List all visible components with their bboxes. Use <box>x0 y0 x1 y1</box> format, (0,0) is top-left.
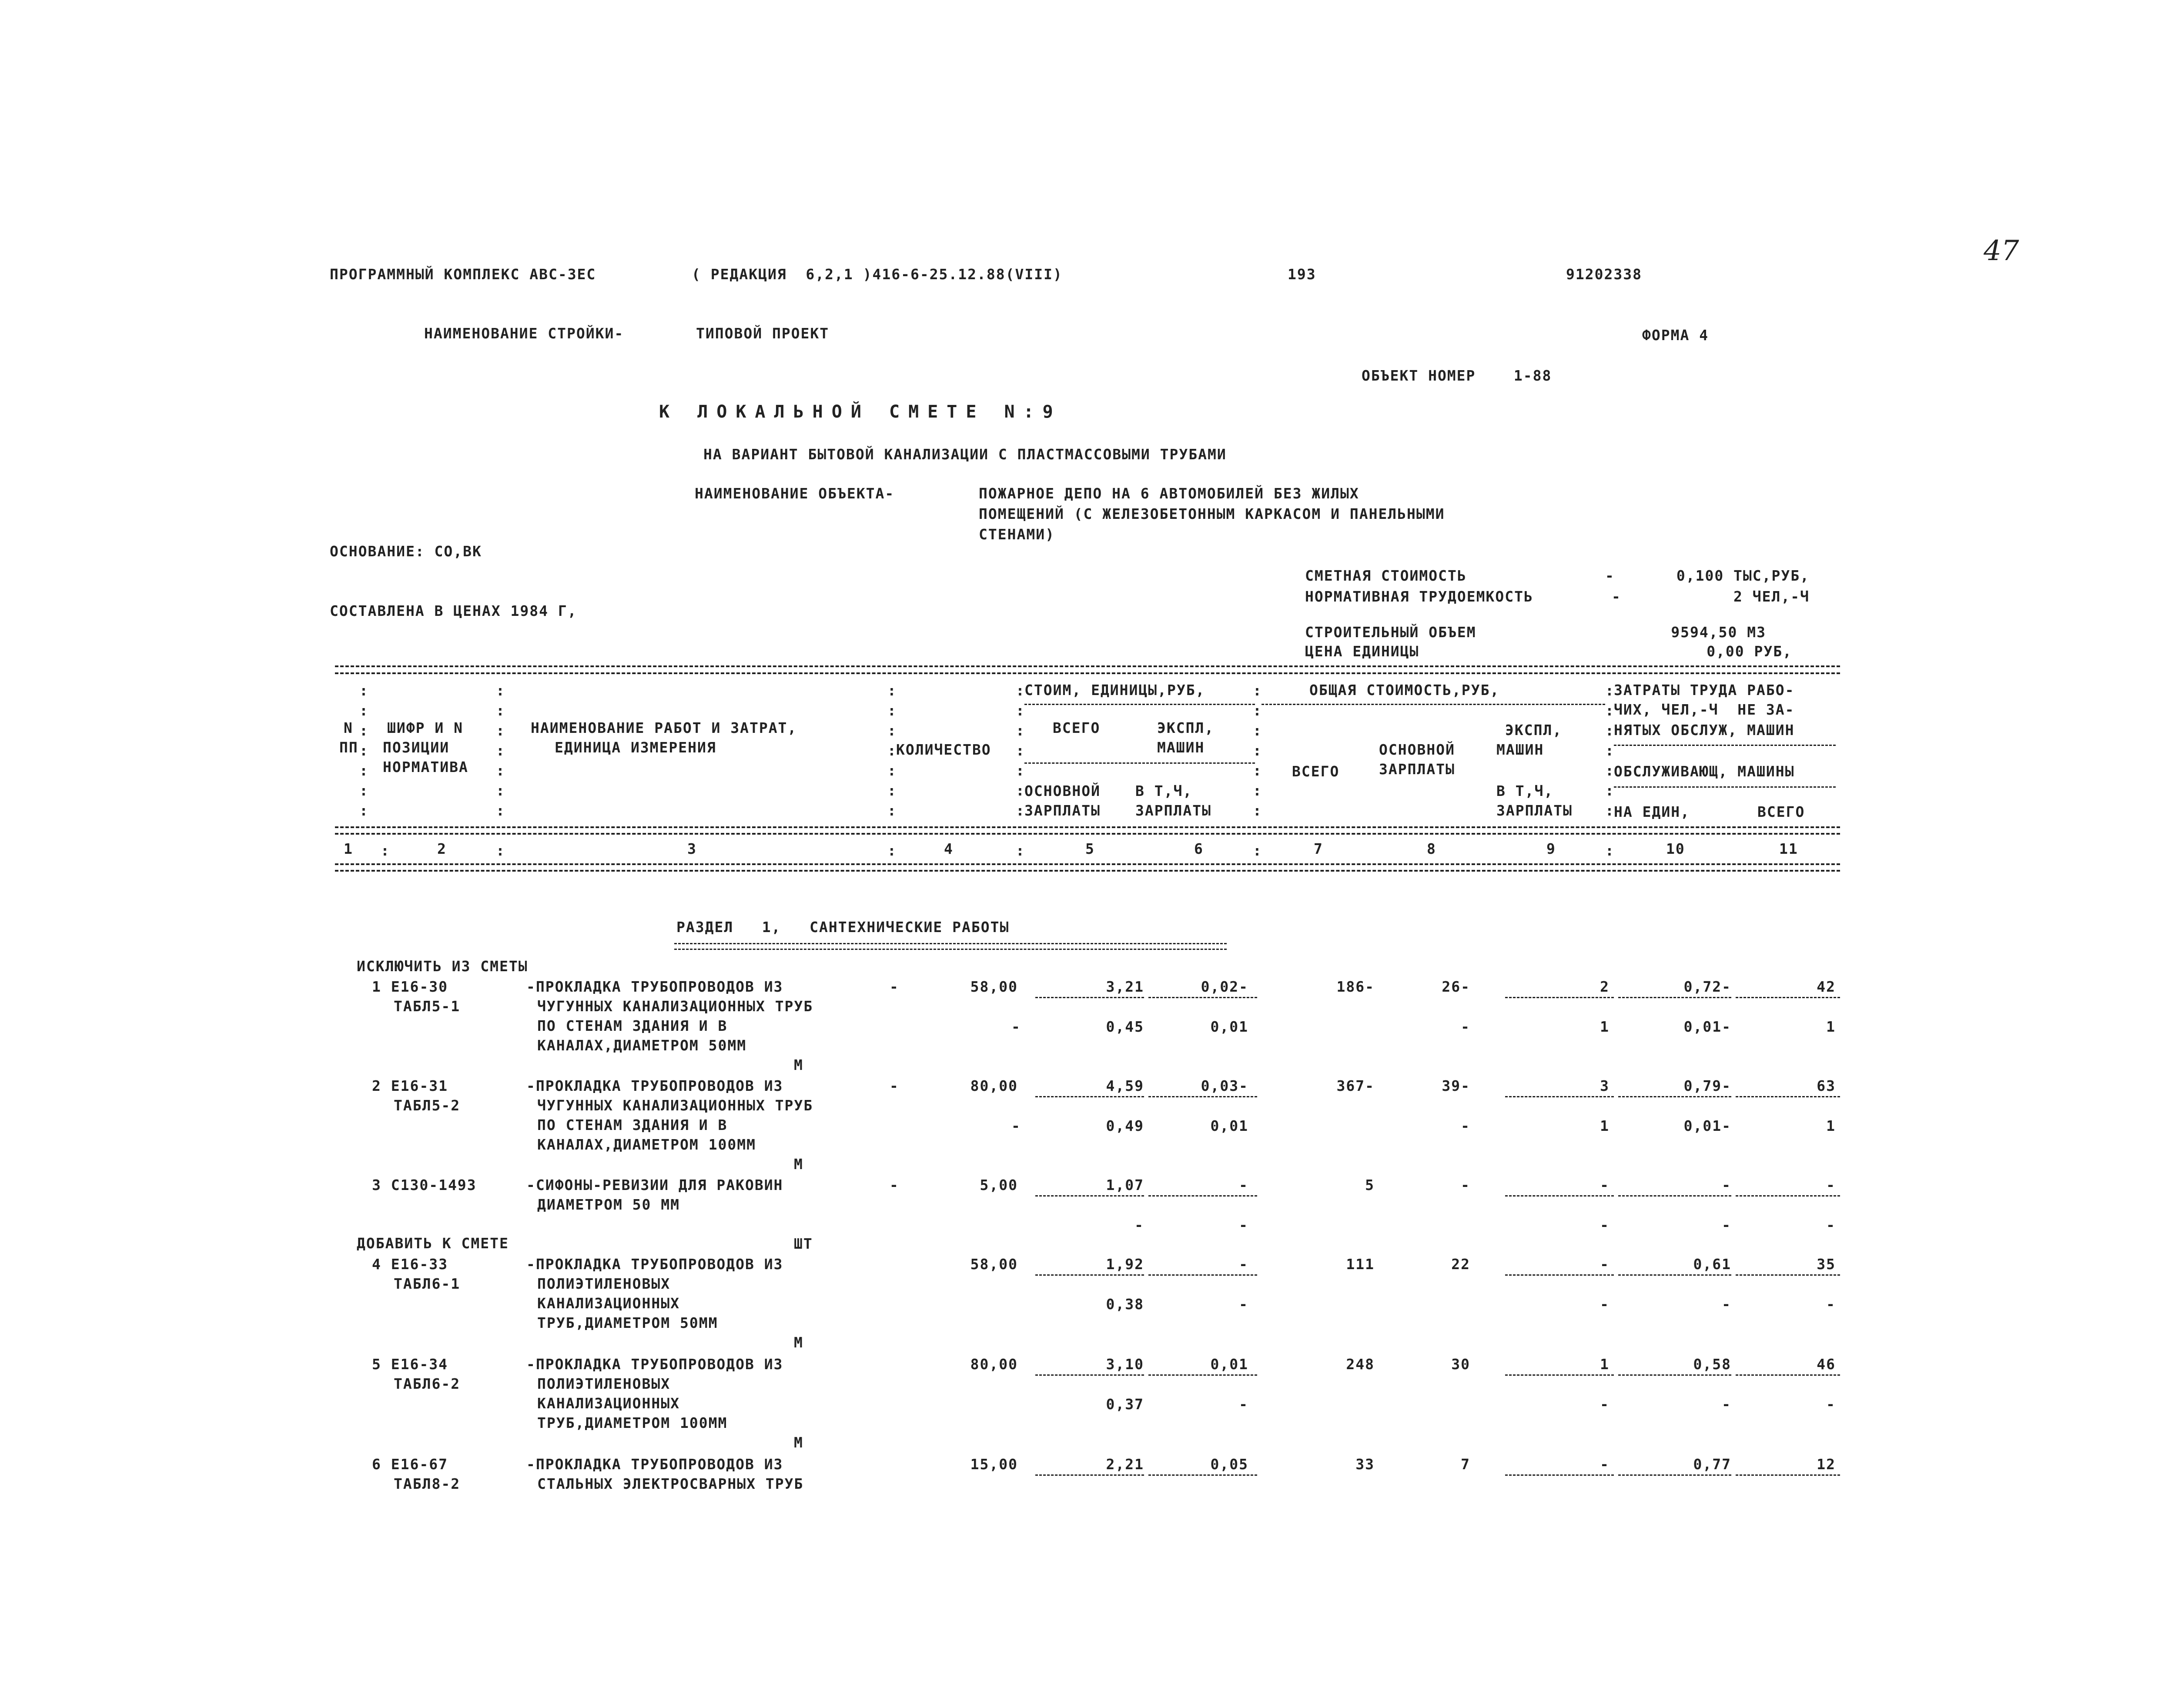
h-rule <box>1024 704 1255 705</box>
row-unit-total: 2,21 <box>1106 1456 1144 1473</box>
col-number: 1 <box>344 840 353 857</box>
row-code: 2 Е16-31 <box>372 1077 448 1094</box>
row-name: -ПРОКЛАДКА ТРУБОПРОВОДОВ ИЗ <box>526 1256 783 1273</box>
row-total-mach: - <box>1600 1256 1610 1273</box>
col-number: 9 <box>1546 840 1556 857</box>
col-separator: : <box>1016 842 1024 859</box>
h-rule <box>1262 704 1605 705</box>
row-unit-incl: - <box>1239 1296 1248 1313</box>
rule-mid-2 <box>335 833 1840 835</box>
summary-value: 9594,50 М3 <box>1671 624 1766 641</box>
row-labor-unit: 0,72- <box>1683 978 1731 995</box>
row-unit-incl: 0,01 <box>1210 1018 1248 1035</box>
cell-underline <box>1148 1096 1257 1097</box>
cell-underline <box>1505 1096 1614 1097</box>
exclude-label: ИСКЛЮЧИТЬ ИЗ СМЕТЫ <box>357 958 528 975</box>
summary-sep: - <box>1605 567 1615 584</box>
col-number: 8 <box>1427 840 1436 857</box>
cell-underline <box>1736 1274 1840 1276</box>
summary-label: ЦЕНА ЕДИНИЦЫ <box>1305 643 1419 660</box>
h-unit-incl: ЗАРПЛАТЫ <box>1135 802 1211 819</box>
row-labor-unit: - <box>1722 1177 1731 1193</box>
h-col4: КОЛИЧЕСТВО <box>896 741 991 758</box>
row-name: СТАЛЬНЫХ ЭЛЕКТРОСВАРНЫХ ТРУБ <box>537 1475 804 1492</box>
row-quantity: 80,00 <box>970 1356 1018 1373</box>
page-number: 47 <box>1984 235 2019 267</box>
cell-underline <box>1618 997 1731 998</box>
summary-label: СТРОИТЕЛЬНЫЙ ОБЪЕМ <box>1305 624 1476 641</box>
h-labor-unit: НА ЕДИН, <box>1614 803 1690 820</box>
object-name-line-3: СТЕНАМИ) <box>979 526 1055 543</box>
cell-underline <box>1618 1195 1731 1197</box>
row-name: -СИФОНЫ-РЕВИЗИИ ДЛЯ РАКОВИН <box>526 1177 783 1193</box>
row-labor-unit: 0,77 <box>1693 1456 1731 1473</box>
row-sign: - <box>1011 1117 1021 1134</box>
row-name: ТРУБ,ДИАМЕТРОМ 50ММ <box>537 1314 718 1331</box>
row-total: 186- <box>1336 978 1375 995</box>
row-total: 111 <box>1346 1256 1375 1273</box>
summary-value: 0,100 ТЫС,РУБ, <box>1676 567 1810 584</box>
row-name: ПО СТЕНАМ ЗДАНИЯ И В <box>537 1017 728 1034</box>
row-name: ПОЛИЭТИЛЕНОВЫХ <box>537 1375 671 1392</box>
document-code: 91202338 <box>1566 266 1642 283</box>
cell-underline <box>1035 1274 1144 1276</box>
summary-sep: - <box>1612 588 1621 605</box>
program-name: ПРОГРАММНЫЙ КОМПЛЕКС АВС-3ЕС <box>330 266 596 283</box>
row-labor-total: 12 <box>1817 1456 1836 1473</box>
col-separator: : : : : : : : <box>496 682 505 819</box>
cell-underline <box>1736 997 1840 998</box>
row-total-base: 22 <box>1451 1256 1470 1273</box>
cell-underline <box>1505 1374 1614 1376</box>
row-code: 5 Е16-34 <box>372 1356 448 1373</box>
h-total-base: ОСНОВНОЙ <box>1379 741 1455 758</box>
row-labor-total: 1 <box>1826 1018 1836 1035</box>
cell-underline <box>1035 1474 1144 1476</box>
row-code-table: ТАБЛ8-2 <box>394 1475 461 1492</box>
row-total-incl: 1 <box>1600 1018 1610 1035</box>
col-separator: : <box>1605 842 1614 859</box>
row-sign: - <box>890 978 899 995</box>
row-name: ЧУГУННЫХ КАНАЛИЗАЦИОННЫХ ТРУБ <box>537 998 813 1015</box>
h-rule <box>1024 762 1255 764</box>
h-labor-serv: ОБСЛУЖИВАЮЩ, МАШИНЫ <box>1614 763 1795 780</box>
row-labor-unit: - <box>1722 1217 1731 1233</box>
row-labor-unit: 0,01- <box>1683 1018 1731 1035</box>
h-total-cost: ОБЩАЯ СТОИМОСТЬ,РУБ, <box>1309 682 1500 699</box>
object-label: НАИМЕНОВАНИЕ ОБЪЕКТА- <box>695 485 895 502</box>
cell-underline <box>1736 1474 1840 1476</box>
row-total: 367- <box>1336 1077 1375 1094</box>
row-code: 3 С130-1493 <box>372 1177 477 1193</box>
h-col2: НОРМАТИВА <box>383 759 468 775</box>
row-labor-total: 46 <box>1817 1356 1836 1373</box>
col-separator: : <box>887 842 896 859</box>
row-code: 6 Е16-67 <box>372 1456 448 1473</box>
h-col1: N <box>344 719 353 736</box>
h-total-base: ЗАРПЛАТЫ <box>1379 761 1455 778</box>
row-unit-incl: - <box>1239 1217 1248 1233</box>
cell-underline <box>1618 1274 1731 1276</box>
row-name: КАНАЛИЗАЦИОННЫХ <box>537 1295 680 1312</box>
row-unit: М <box>794 1156 803 1173</box>
construction-value: ТИПОВОЙ ПРОЕКТ <box>696 325 830 342</box>
h-unit-base: ЗАРПЛАТЫ <box>1024 802 1101 819</box>
summary-label: НОРМАТИВНАЯ ТРУДОЕМКОСТЬ <box>1305 588 1533 605</box>
row-labor-total: - <box>1826 1177 1836 1193</box>
cell-underline <box>1148 1374 1257 1376</box>
row-total-incl: - <box>1600 1296 1610 1313</box>
row-unit-total: 3,10 <box>1106 1356 1144 1373</box>
row-total-mach: - <box>1600 1456 1610 1473</box>
col-number: 11 <box>1779 840 1798 857</box>
row-total-base: - <box>1461 1117 1470 1134</box>
row-total-base: 39- <box>1442 1077 1470 1094</box>
row-labor-total: 35 <box>1817 1256 1836 1273</box>
row-labor-unit: 0,61 <box>1693 1256 1731 1273</box>
object-name-line-1: ПОЖАРНОЕ ДЕПО НА 6 АВТОМОБИЛЕЙ БЕЗ ЖИЛЫХ <box>979 485 1359 502</box>
row-code-table: ТАБЛ6-2 <box>394 1375 461 1392</box>
row-labor-total: - <box>1826 1296 1836 1313</box>
h-col2: ПОЗИЦИИ <box>383 739 450 756</box>
h-total-incl: ЗАРПЛАТЫ <box>1496 802 1573 819</box>
h-total-all: ВСЕГО <box>1292 763 1340 780</box>
rule-mid-1 <box>335 826 1840 828</box>
row-labor-total: - <box>1826 1217 1836 1233</box>
col-separator: : <box>381 842 389 859</box>
cell-underline <box>1148 1474 1257 1476</box>
col-number: 5 <box>1085 840 1095 857</box>
row-name: ЧУГУННЫХ КАНАЛИЗАЦИОННЫХ ТРУБ <box>537 1097 813 1114</box>
row-unit: М <box>794 1434 803 1451</box>
cell-underline <box>1148 1274 1257 1276</box>
row-total: 248 <box>1346 1356 1375 1373</box>
h-labor-total: ВСЕГО <box>1757 803 1805 820</box>
h-unit-cost: СТОИМ, ЕДИНИЦЫ,РУБ, <box>1024 682 1205 699</box>
h-col1: ПП <box>339 739 358 756</box>
section-underline <box>674 943 1227 950</box>
h-total-incl: В Т,Ч, <box>1496 782 1554 799</box>
rule-bottom-1 <box>335 863 1840 865</box>
row-labor-total: 42 <box>1817 978 1836 995</box>
row-total-mach: 2 <box>1600 978 1610 995</box>
row-name: КАНАЛАХ,ДИАМЕТРОМ 100ММ <box>537 1136 756 1153</box>
row-unit-base: - <box>1134 1217 1144 1233</box>
row-unit-total: 1,07 <box>1106 1177 1144 1193</box>
row-unit-base: 0,38 <box>1106 1296 1144 1313</box>
row-total-mach: 1 <box>1600 1356 1610 1373</box>
col-number: 10 <box>1666 840 1685 857</box>
row-unit: ШТ <box>794 1235 813 1252</box>
document-title: К ЛОКАЛЬНОЙ СМЕТЕ N:9 <box>659 402 1062 422</box>
row-quantity: 15,00 <box>970 1456 1018 1473</box>
row-unit: М <box>794 1056 803 1073</box>
row-unit-incl: - <box>1239 1396 1248 1413</box>
row-unit-mach: 0,02- <box>1201 978 1248 995</box>
col-number: 3 <box>687 840 697 857</box>
summary-label: СМЕТНАЯ СТОИМОСТЬ <box>1305 567 1467 584</box>
sheet-number: 193 <box>1288 266 1316 283</box>
object-number: ОБЪЕКТ НОМЕР 1-88 <box>1362 367 1552 384</box>
section-title: РАЗДЕЛ 1, САНТЕХНИЧЕСКИЕ РАБОТЫ <box>676 919 1010 936</box>
col-number: 4 <box>944 840 954 857</box>
row-total-base: 30 <box>1451 1356 1470 1373</box>
rule-top-1 <box>335 665 1840 667</box>
row-unit-base: 0,49 <box>1106 1117 1144 1134</box>
row-name: КАНАЛАХ,ДИАМЕТРОМ 50ММ <box>537 1037 747 1054</box>
row-quantity: 58,00 <box>970 1256 1018 1273</box>
row-name: КАНАЛИЗАЦИОННЫХ <box>537 1395 680 1412</box>
col-separator: : <box>496 842 505 859</box>
cell-underline <box>1618 1474 1731 1476</box>
object-name-line-2: ПОМЕЩЕНИЙ (С ЖЕЛЕЗОБЕТОННЫМ КАРКАСОМ И ПАНЕЛЬНЫМИ <box>979 505 1445 522</box>
row-code-table: ТАБЛ6-1 <box>394 1275 461 1292</box>
h-col3: НАИМЕНОВАНИЕ РАБОТ И ЗАТРАТ, <box>531 719 797 736</box>
row-labor-unit: 0,79- <box>1683 1077 1731 1094</box>
row-unit-mach: 0,05 <box>1210 1456 1248 1473</box>
col-number: 7 <box>1314 840 1323 857</box>
row-total-incl: - <box>1600 1396 1610 1413</box>
row-unit-total: 1,92 <box>1106 1256 1144 1273</box>
row-sign: - <box>890 1077 899 1094</box>
h-unit-base: ОСНОВНОЙ <box>1024 782 1101 799</box>
row-quantity: 80,00 <box>970 1077 1018 1094</box>
edition: ( РЕДАКЦИЯ 6,2,1 )416-6-25.12.88(VIII) <box>692 266 1063 283</box>
row-labor-unit: 0,58 <box>1693 1356 1731 1373</box>
row-name: ПО СТЕНАМ ЗДАНИЯ И В <box>537 1116 728 1133</box>
row-unit-mach: - <box>1239 1256 1248 1273</box>
row-total: 5 <box>1365 1177 1375 1193</box>
row-quantity: 5,00 <box>980 1177 1018 1193</box>
col-separator: : : : : : : : <box>359 682 368 819</box>
row-labor-total: - <box>1826 1396 1836 1413</box>
cell-underline <box>1148 997 1257 998</box>
row-labor-unit: - <box>1722 1396 1731 1413</box>
h-labor: ЧИХ, ЧЕЛ,-Ч НЕ ЗА- <box>1614 701 1795 718</box>
row-name: -ПРОКЛАДКА ТРУБОПРОВОДОВ ИЗ <box>526 1077 783 1094</box>
row-total-base: 26- <box>1442 978 1470 995</box>
col-separator: : : : : : : : <box>887 682 896 819</box>
row-unit-base: 0,37 <box>1106 1396 1144 1413</box>
h-unit-mach: МАШИН <box>1157 739 1205 756</box>
add-label: ДОБАВИТЬ К СМЕТЕ <box>357 1235 509 1252</box>
row-total-base: - <box>1461 1177 1470 1193</box>
row-total-incl: - <box>1600 1217 1610 1233</box>
row-name: ПОЛИЭТИЛЕНОВЫХ <box>537 1275 671 1292</box>
rule-bottom-2 <box>335 870 1840 872</box>
row-sign: - <box>890 1177 899 1193</box>
cell-underline <box>1618 1374 1731 1376</box>
col-number: 6 <box>1194 840 1204 857</box>
cell-underline <box>1618 1096 1731 1097</box>
cell-underline <box>1505 997 1614 998</box>
row-total-base: 7 <box>1461 1456 1470 1473</box>
h-unit-mach: ЭКСПЛ, <box>1157 719 1215 736</box>
row-unit-mach: - <box>1239 1177 1248 1193</box>
row-code: 4 Е16-33 <box>372 1256 448 1273</box>
row-unit-base: 0,45 <box>1106 1018 1144 1035</box>
col-number: 2 <box>437 840 447 857</box>
row-labor-total: 63 <box>1817 1077 1836 1094</box>
row-quantity: 58,00 <box>970 978 1018 995</box>
row-name: ТРУБ,ДИАМЕТРОМ 100ММ <box>537 1414 728 1431</box>
cell-underline <box>1505 1274 1614 1276</box>
row-unit-total: 4,59 <box>1106 1077 1144 1094</box>
cell-underline <box>1035 1096 1144 1097</box>
h-rule <box>1614 786 1836 788</box>
col-separator: : : : : : : : <box>1605 682 1614 819</box>
row-name: -ПРОКЛАДКА ТРУБОПРОВОДОВ ИЗ <box>526 978 783 995</box>
col-separator: : : : : : : : <box>1016 682 1024 819</box>
row-sign: - <box>1011 1018 1021 1035</box>
row-unit: М <box>794 1334 803 1351</box>
h-col2: ШИФР И N <box>387 719 463 736</box>
h-total-mach: МАШИН <box>1496 741 1544 758</box>
rule-top-2 <box>335 672 1840 674</box>
row-code-table: ТАБЛ5-1 <box>394 998 461 1015</box>
cell-underline <box>1736 1096 1840 1097</box>
cell-underline <box>1736 1374 1840 1376</box>
row-unit-mach: 0,03- <box>1201 1077 1248 1094</box>
h-rule <box>1614 745 1836 746</box>
row-name: -ПРОКЛАДКА ТРУБОПРОВОДОВ ИЗ <box>526 1456 783 1473</box>
cell-underline <box>1736 1195 1840 1197</box>
basis: ОСНОВАНИЕ: СО,ВК <box>330 543 482 560</box>
row-total-base: - <box>1461 1018 1470 1035</box>
cell-underline <box>1035 1374 1144 1376</box>
row-total-mach: - <box>1600 1177 1610 1193</box>
h-unit-total: ВСЕГО <box>1053 719 1101 736</box>
row-total-incl: 1 <box>1600 1117 1610 1134</box>
h-unit-incl: В Т,Ч, <box>1135 782 1193 799</box>
construction-label: НАИМЕНОВАНИЕ СТРОЙКИ- <box>424 325 624 342</box>
cell-underline <box>1035 997 1144 998</box>
row-code: 1 Е16-30 <box>372 978 448 995</box>
col-separator: : <box>1253 842 1262 859</box>
cell-underline <box>1505 1474 1614 1476</box>
row-labor-unit: - <box>1722 1296 1731 1313</box>
row-unit-total: 3,21 <box>1106 978 1144 995</box>
h-col3: ЕДИНИЦА ИЗМЕРЕНИЯ <box>555 739 716 756</box>
h-total-mach: ЭКСПЛ, <box>1505 722 1563 739</box>
summary-value: 0,00 РУБ, <box>1707 643 1792 660</box>
row-total-mach: 3 <box>1600 1077 1610 1094</box>
row-unit-mach: 0,01 <box>1210 1356 1248 1373</box>
price-level: СОСТАВЛЕНА В ЦЕНАХ 1984 Г, <box>330 602 577 619</box>
row-labor-total: 1 <box>1826 1117 1836 1134</box>
row-name: ДИАМЕТРОМ 50 ММ <box>537 1196 680 1213</box>
h-labor: ЗАТРАТЫ ТРУДА РАБО- <box>1614 682 1795 699</box>
row-code-table: ТАБЛ5-2 <box>394 1097 461 1114</box>
row-unit-incl: 0,01 <box>1210 1117 1248 1134</box>
col-separator: : : : : : : : <box>1253 682 1262 819</box>
row-name: -ПРОКЛАДКА ТРУБОПРОВОДОВ ИЗ <box>526 1356 783 1373</box>
cell-underline <box>1148 1195 1257 1197</box>
variant: НА ВАРИАНТ БЫТОВОЙ КАНАЛИЗАЦИИ С ПЛАСТМАССОВЫМИ ТРУБАМИ <box>703 446 1227 463</box>
cell-underline <box>1035 1195 1144 1197</box>
h-labor: НЯТЫХ ОБСЛУЖ, МАШИН <box>1614 722 1795 739</box>
row-labor-unit: 0,01- <box>1683 1117 1731 1134</box>
row-total: 33 <box>1355 1456 1375 1473</box>
cell-underline <box>1505 1195 1614 1197</box>
summary-value: 2 ЧЕЛ,-Ч <box>1733 588 1810 605</box>
form-number: ФОРМА 4 <box>1642 327 1709 344</box>
